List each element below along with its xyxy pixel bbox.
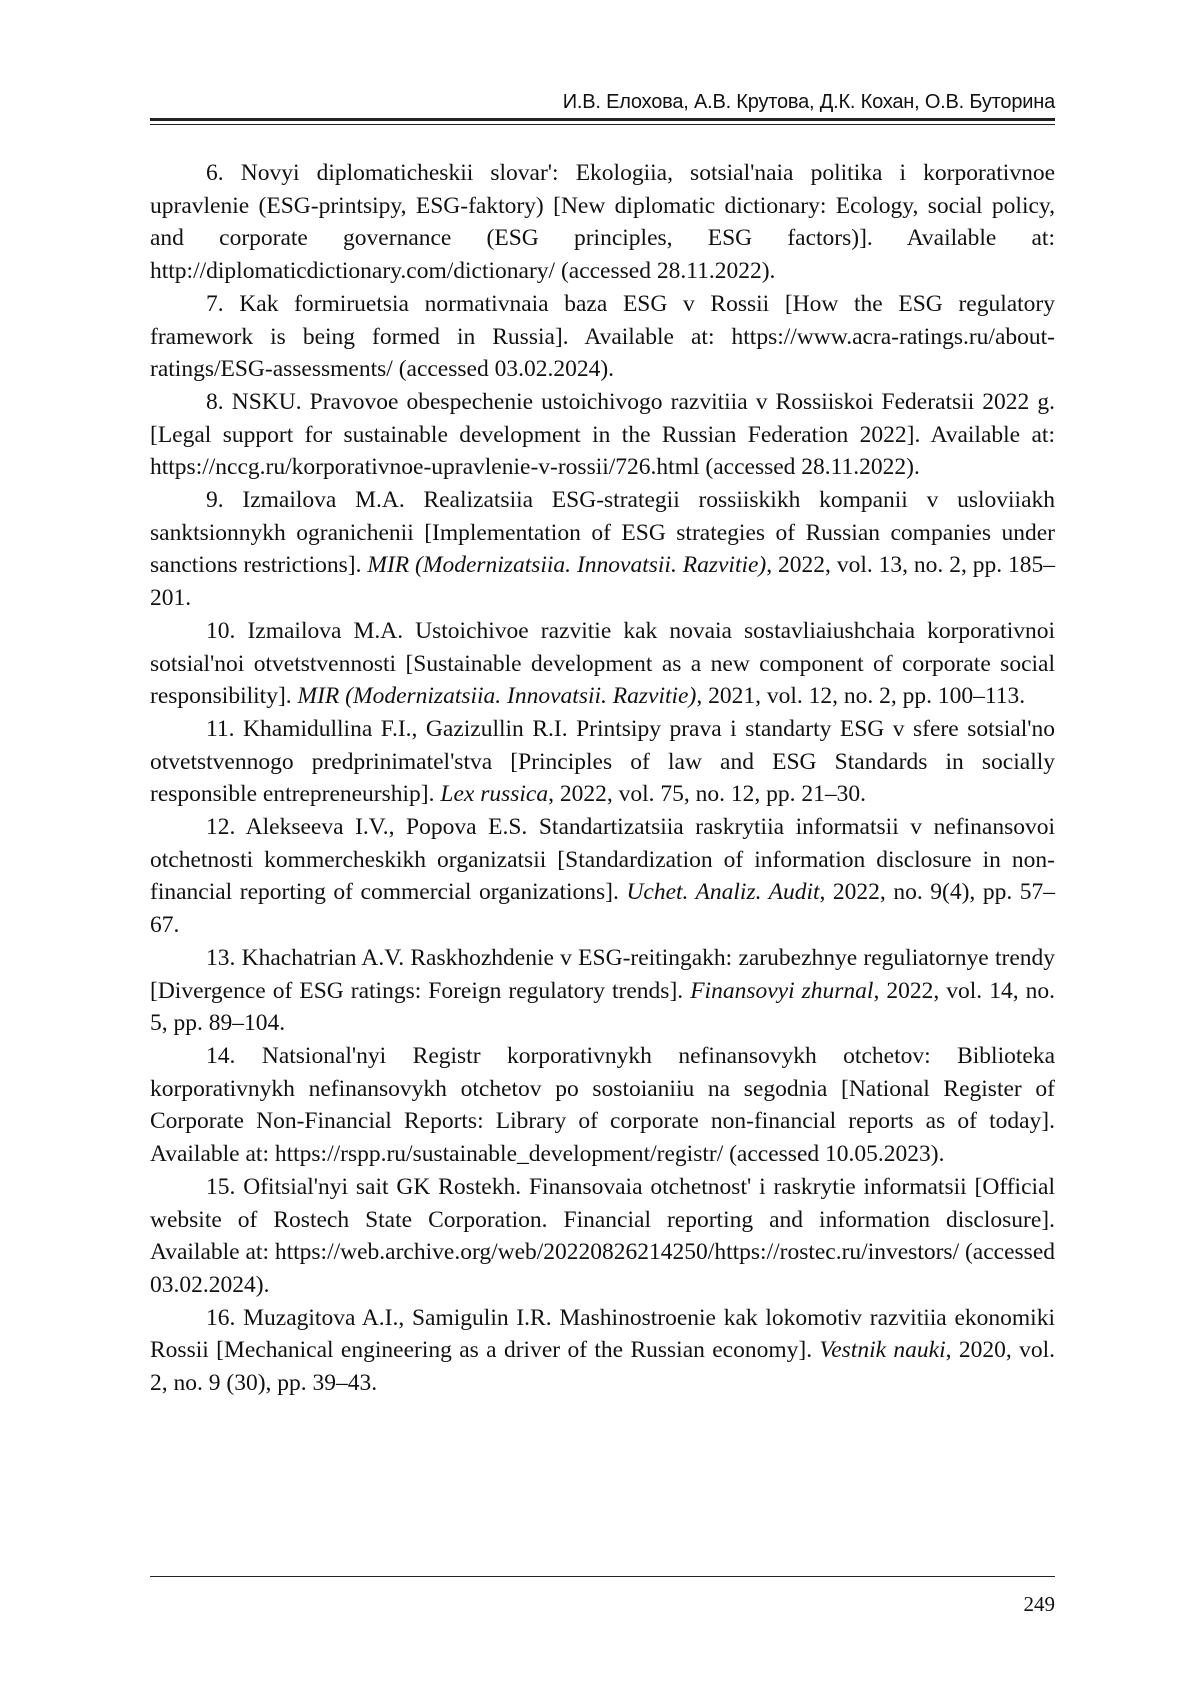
- reference-text: Izmailova M.A. Realizatsiia ESG-strategii rossiiskikh kompanii v usloviiakh sanktsionnykh ogranichenii [Implementation of ESG strategies of Russian companies under sanctions restrictions].: [150, 487, 1055, 578]
- reference-item: [150, 386, 1055, 484]
- reference-item: [150, 484, 1055, 615]
- reference-number: 9.: [206, 487, 224, 513]
- reference-details: , 2020, vol. 2, no. 9 (30), pp. 39–43.: [150, 1337, 1055, 1396]
- journal-title: Uchet. Analiz. Audit: [626, 879, 819, 905]
- journal-title: Vestnik nauki: [819, 1337, 945, 1363]
- reference-item: [150, 1302, 1055, 1400]
- header-rule-thin: [150, 124, 1055, 125]
- reference-item: [150, 288, 1055, 386]
- reference-number: 7.: [206, 291, 224, 317]
- header-rule-thick: [150, 118, 1055, 121]
- reference-text: Izmailova M.A. Ustoichivoe razvitie kak novaia sostavliaiushchaia korporativnoi sotsial'noi otvetstvennosti [Sustainable development as a new component of corporate social responsibility].: [150, 618, 1055, 709]
- reference-number: 15.: [206, 1174, 235, 1200]
- running-header: И.В. Елохова, А.В. Крутова, Д.К. Кохан, О.В. Буторина: [150, 90, 1055, 114]
- reference-text: Natsional'nyi Registr korporativnykh nefinansovykh otchetov: Biblioteka korporativnykh nefinansovykh otchetov po sostoianiiu na segodnia [National Register of Corporate Non-Financial Reports: Library of corporate non-financial reports as of today]. Available at: https://rspp.ru/sustainable_development/registr/ (accessed 10.05.2023).: [150, 1043, 1055, 1167]
- reference-text: Alekseeva I.V., Popova E.S. Standartizatsiia raskrytiia informatsii v nefinansovoi otchetnosti kommercheskikh organizatsii [Standardization of information disclosure in non-financial reporting of commercial organizations].: [150, 814, 1055, 905]
- journal-title: MIR (Modernizatsiia. Innovatsii. Razvitie): [367, 552, 766, 578]
- reference-text: NSKU. Pravovoe obespechenie ustoichivogo razvitiia v Rossiiskoi Federatsii 2022 g. [Legal support for sustainable development in the Russian Federation 2022]. Available at: https://nccg.ru/korporativnoe-upravlenie-v-rossii/726.html (accessed 28.11.2022).: [150, 389, 1055, 480]
- reference-number: 11.: [206, 716, 235, 742]
- reference-list: [150, 157, 1055, 1400]
- reference-text: Novyi diplomaticheskii slovar': Ekologiia, sotsial'naia politika i korporativnoe upravlenie (ESG-printsipy, ESG-faktory) [New diplomatic dictionary: Ecology, social policy, and corporate governance (ESG principles, ESG factors)]. Available at: http://diplomaticdictionary.com/dictionary/ (accessed 28.11.2022).: [150, 160, 1055, 284]
- reference-text: Kak formiruetsia normativnaia baza ESG v Rossii [How the ESG regulatory framework is being formed in Russia]. Available at: https://www.acra-ratings.ru/about-ratings/ESG-assessments/ (accessed 03.02.2024).: [150, 291, 1055, 382]
- reference-details: , 2022, vol. 75, no. 12, pp. 21–30.: [548, 781, 866, 807]
- reference-item: [150, 942, 1055, 1040]
- reference-item: [150, 713, 1055, 811]
- reference-item: [150, 615, 1055, 713]
- reference-item: [150, 157, 1055, 288]
- reference-details: , 2022, vol. 14, no. 5, pp. 89–104.: [150, 978, 1055, 1037]
- reference-number: 12.: [206, 814, 235, 840]
- reference-number: 14.: [206, 1043, 235, 1069]
- reference-item: [150, 811, 1055, 942]
- journal-title: Lex russica: [440, 781, 548, 807]
- reference-number: 10.: [206, 618, 235, 644]
- reference-number: 6.: [206, 160, 224, 186]
- reference-details: , 2022, no. 9(4), pp. 57–67.: [150, 879, 1055, 938]
- footer-rule: [150, 1576, 1055, 1577]
- journal-title: MIR (Modernizatsiia. Innovatsii. Razvitie): [298, 683, 697, 709]
- reference-number: 13.: [206, 945, 235, 971]
- reference-number: 16.: [206, 1305, 235, 1331]
- reference-text: Khamidullina F.I., Gazizullin R.I. Printsipy prava i standarty ESG v sfere sotsial'no otvetstvennogo predprinimatel'stva [Principles of law and ESG Standards in socially responsible entrepreneurship].: [150, 716, 1055, 807]
- reference-number: 8.: [206, 389, 224, 415]
- page-number: 249: [150, 1591, 1055, 1617]
- reference-details: , 2022, vol. 13, no. 2, pp. 185–201.: [150, 552, 1055, 611]
- reference-text: Khachatrian A.V. Raskhozhdenie v ESG-reitingakh: zarubezhnye reguliatornye trendy [Divergence of ESG ratings: Foreign regulatory trends].: [150, 945, 1055, 1004]
- reference-text: Muzagitova A.I., Samigulin I.R. Mashinostroenie kak lokomotiv razvitiia ekonomiki Rossii [Mechanical engineering as a driver of the Russian economy].: [150, 1305, 1055, 1364]
- reference-item: [150, 1171, 1055, 1302]
- reference-details: , 2021, vol. 12, no. 2, pp. 100–113.: [696, 683, 1025, 709]
- journal-title: Finansovyi zhurnal: [690, 978, 873, 1004]
- reference-item: [150, 1040, 1055, 1171]
- reference-text: Ofitsial'nyi sait GK Rostekh. Finansovaia otchetnost' i raskrytie informatsii [Official website of Rostech State Corporation. Financial reporting and information disclosure]. Available at: https://web.archive.org/web/20220826214250/https://rostec.ru/investors/ (accessed 03.02.2024).: [150, 1174, 1055, 1298]
